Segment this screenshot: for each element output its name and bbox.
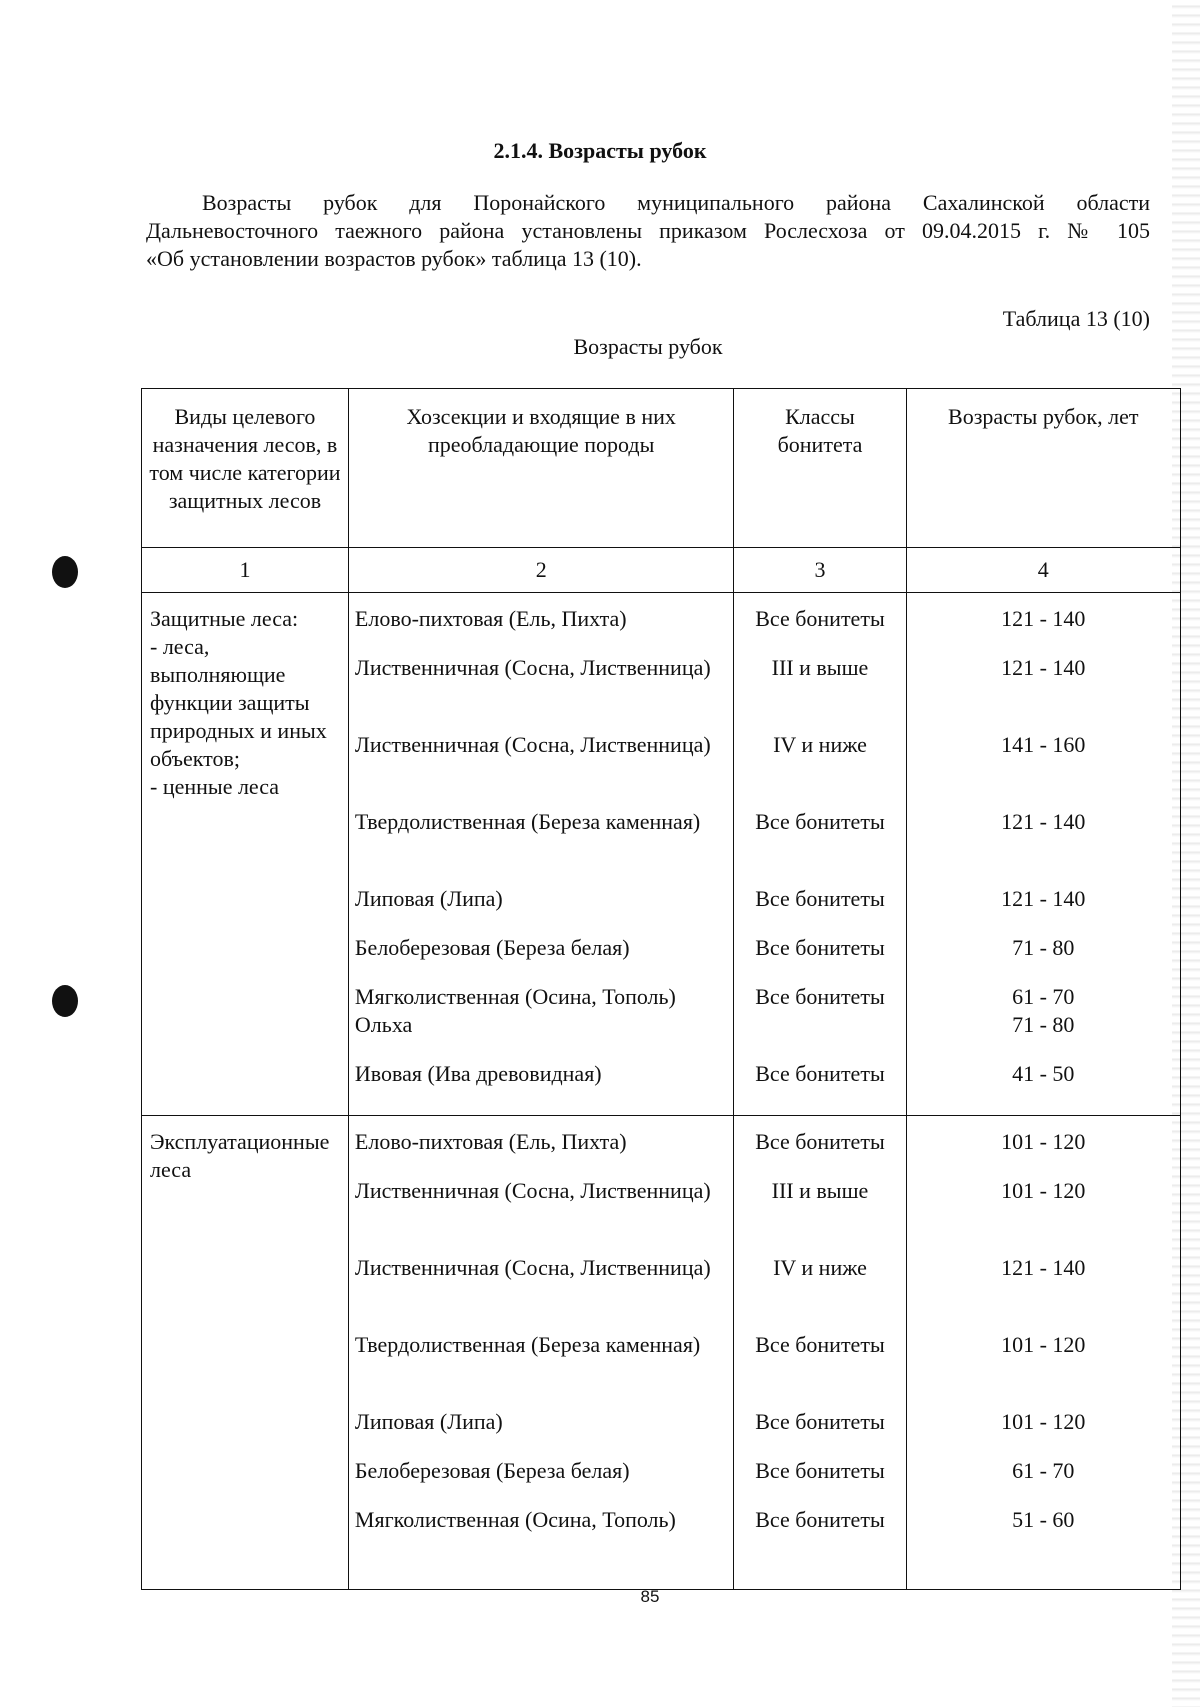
intro-line: Дальневосточного таежного района установлены приказом Рослесхоза от 09.04.2015 г. № 105 [146, 218, 1150, 243]
economic-section-cell [348, 1116, 734, 1590]
site-class-entry: Все бонитеты [755, 1507, 885, 1532]
cutting-age-entry: 41 - 50 [1012, 1061, 1075, 1086]
section-title: 2.1.4. Возрасты рубок [493, 138, 707, 163]
intro-line: Возрасты рубок для Поронайского муниципального района Сахалинской области [202, 190, 1150, 215]
site-class-entry: Все бонитеты [755, 809, 885, 834]
site-class-entry: Все бонитеты [755, 1061, 885, 1086]
column-header: Возрасты рубок, лет [906, 389, 1180, 548]
site-class-entry: Все бонитеты [755, 935, 885, 960]
economic-section-entry: Липовая (Липа) [354, 1409, 503, 1434]
cutting-age-entry: 101 - 120 [1001, 1178, 1086, 1203]
table-body [142, 593, 1181, 1590]
site-class-entry: III и выше [771, 1178, 869, 1203]
site-class-entry: Все бонитеты [755, 886, 885, 911]
cutting-age-entry: 51 - 60 [1012, 1507, 1075, 1532]
site-class-cell [734, 1116, 906, 1590]
site-class-cell [734, 593, 906, 1116]
economic-section-entry: Ивовая (Ива древовидная) [354, 1061, 602, 1086]
column-header: Хозсекции и входящие в них преобладающие породы [348, 389, 734, 548]
site-class-entry: Все бонитеты [755, 1332, 885, 1357]
economic-section-entry: Лиственничная (Сосна, Лиственница) [354, 1255, 711, 1280]
column-number: 3 [734, 548, 906, 593]
economic-section-entry: Елово-пихтовая (Ель, Пихта) [354, 606, 627, 631]
economic-section-entry: Елово-пихтовая (Ель, Пихта) [354, 1129, 627, 1154]
site-class-entry: Все бонитеты [755, 606, 885, 631]
cutting-age-entry: 121 - 140 [1001, 886, 1086, 911]
cutting-age-entry: 121 - 140 [1001, 809, 1086, 834]
economic-section-entry: Лиственничная (Сосна, Лиственница) [354, 1178, 711, 1203]
economic-section-entry: Лиственничная (Сосна, Лиственница) [354, 655, 711, 680]
forest-category-cell: Защитные леса: - леса, выполняющие функции защиты природных и иных объектов; - ценные леса [142, 593, 349, 1116]
economic-section-entry: Белоберезовая (Береза белая) [354, 1458, 630, 1483]
column-number: 1 [142, 548, 349, 593]
site-class-entry: III и выше [771, 655, 869, 680]
column-number: 2 [348, 548, 734, 593]
site-class-entry: Все бонитеты [755, 1409, 885, 1434]
cutting-age-entry: 61 - 70 [1012, 1458, 1075, 1483]
table-header-row [142, 389, 1181, 548]
cutting-age-entry: 101 - 120 [1001, 1332, 1086, 1357]
table-caption: Таблица 13 (10) [1002, 306, 1150, 331]
economic-section-entry: Белоберезовая (Береза белая) [354, 935, 630, 960]
cutting-age-entry: 121 - 140 [1001, 655, 1086, 680]
column-number-row [142, 548, 1181, 593]
site-class-entry: Все бонитеты [755, 1458, 885, 1483]
table-row [142, 1116, 1181, 1590]
punch-hole-mark [52, 556, 78, 588]
cutting-age-entry: 71 - 80 [1012, 935, 1075, 960]
cutting-age-entry: 61 - 70 71 - 80 [1012, 984, 1075, 1037]
column-header: Классы бонитета [734, 389, 906, 548]
cutting-age-table [141, 388, 1181, 1590]
cutting-age-entry: 121 - 140 [1001, 1255, 1086, 1280]
economic-section-entry: Лиственничная (Сосна, Лиственница) [354, 732, 711, 757]
page-number: 85 [640, 1587, 660, 1606]
site-class-entry: IV и ниже [773, 732, 867, 757]
economic-section-entry: Мягколиственная (Осина, Тополь) [354, 1507, 676, 1532]
cutting-age-cell [906, 1116, 1180, 1590]
economic-section-entry: Твердолиственная (Береза каменная) [354, 1332, 701, 1357]
cutting-age-entry: 101 - 120 [1001, 1409, 1086, 1434]
intro-line: «Об установлении возрастов рубок» таблица 13 (10). [146, 246, 642, 271]
economic-section-entry: Липовая (Липа) [354, 886, 503, 911]
column-number: 4 [906, 548, 1180, 593]
punch-hole-mark [52, 985, 78, 1017]
cutting-age-entry: 141 - 160 [1001, 732, 1086, 757]
cutting-age-cell [906, 593, 1180, 1116]
economic-section-entry: Твердолиственная (Береза каменная) [354, 809, 701, 834]
economic-section-entry: Мягколиственная (Осина, Тополь) Ольха [354, 984, 676, 1037]
site-class-entry: Все бонитеты [755, 984, 885, 1009]
forest-category-cell: Эксплуатационные леса [142, 1116, 349, 1590]
economic-section-cell [348, 593, 734, 1116]
site-class-entry: IV и ниже [773, 1255, 867, 1280]
cutting-age-entry: 121 - 140 [1001, 606, 1086, 631]
site-class-entry: Все бонитеты [755, 1129, 885, 1154]
intro-paragraph [146, 189, 1150, 273]
cutting-age-entry: 101 - 120 [1001, 1129, 1086, 1154]
table-title: Возрасты рубок [573, 334, 723, 359]
column-header: Виды целевого назначения лесов, в том числе категории защитных лесов [142, 389, 349, 548]
table-row [142, 593, 1181, 1116]
